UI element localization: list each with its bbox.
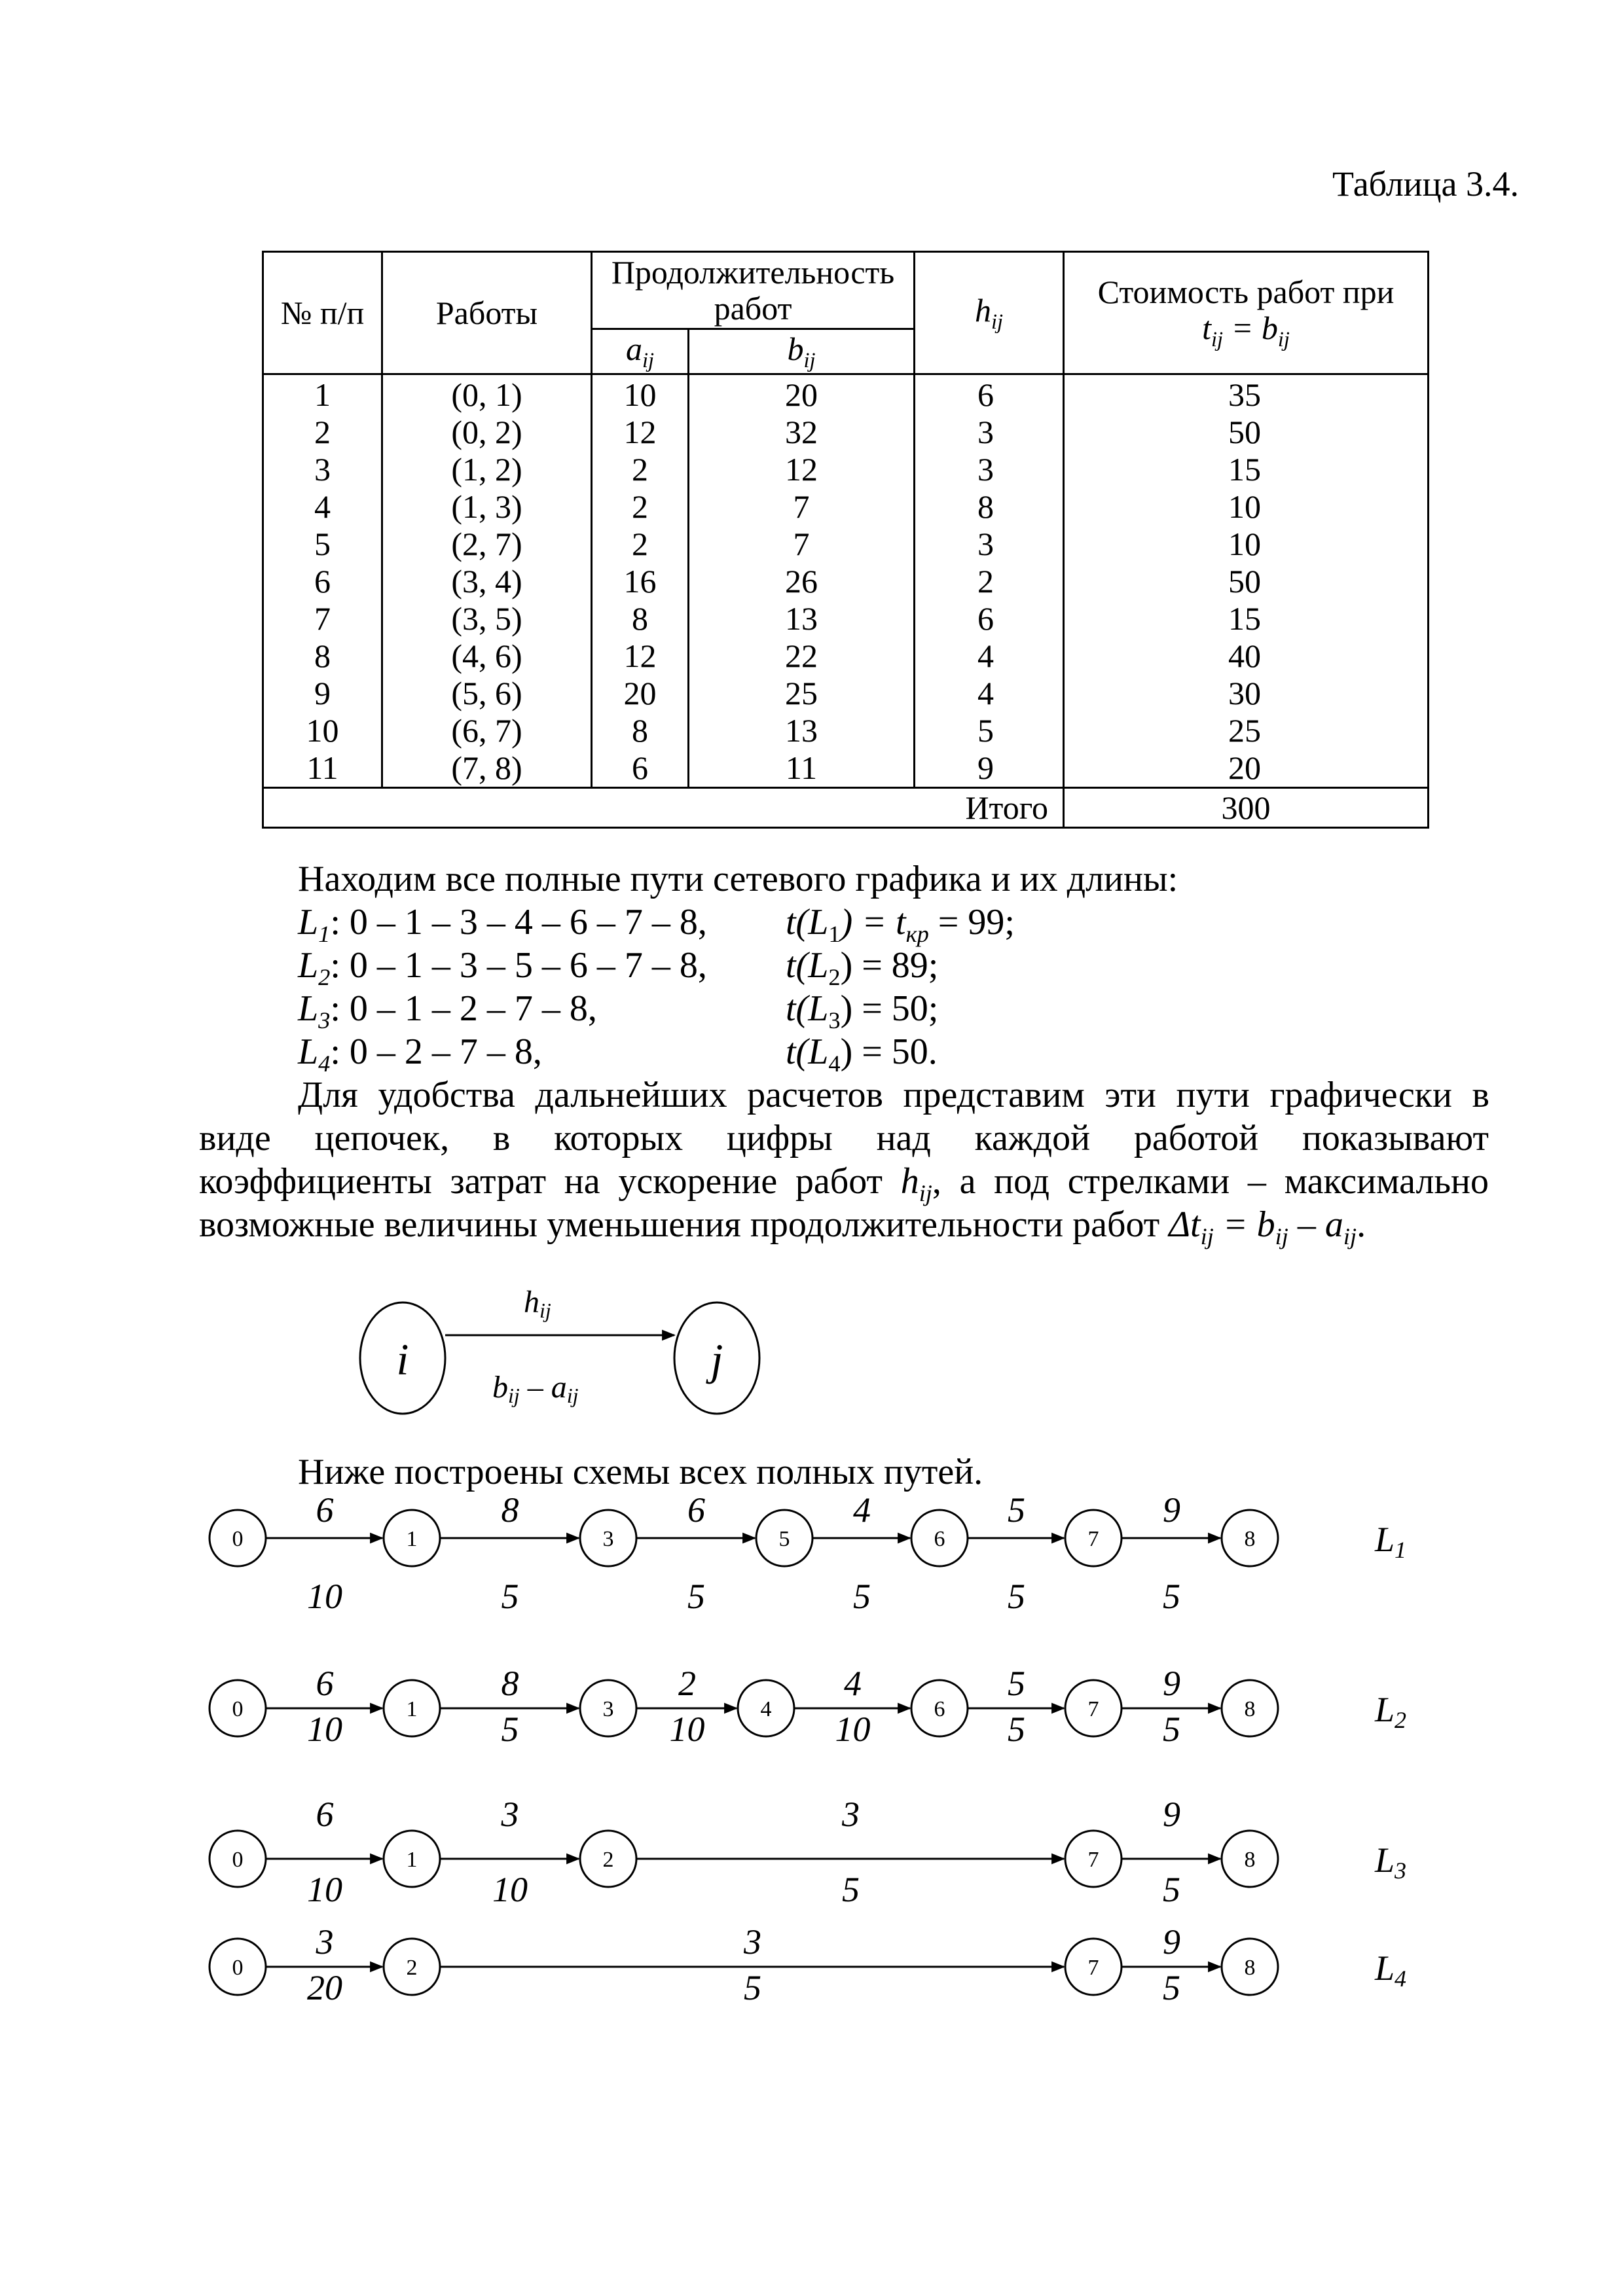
chain3-delta-label: 5 bbox=[842, 1870, 860, 1909]
chain3-node-label: 8 bbox=[1244, 1848, 1256, 1872]
chain2-delta-label: 5 bbox=[501, 1710, 519, 1749]
chain2-node-label: 4 bbox=[760, 1697, 772, 1721]
chain1-delta-label: 5 bbox=[1163, 1577, 1180, 1616]
chain2-delta-label: 10 bbox=[669, 1710, 705, 1749]
header-b: $b_{ij}$ bbox=[689, 329, 915, 374]
chain4-h-label: 3 bbox=[316, 1922, 334, 1962]
chain2-path-label: L2 bbox=[1375, 1690, 1407, 1733]
header-a: $a_{ij}$ bbox=[592, 329, 689, 374]
paragraph-line-3: коэффициенты затрат на ускорение работ $h_{ij}$, а под стрелками – максимально bbox=[199, 1161, 1489, 1207]
chain4-delta-label: 20 bbox=[307, 1968, 342, 2007]
chain2-node-label: 0 bbox=[232, 1697, 244, 1721]
chain1-h-label: 8 bbox=[501, 1490, 519, 1530]
chain1-delta-label: 10 bbox=[307, 1577, 342, 1616]
chain2-delta-label: 5 bbox=[1008, 1710, 1025, 1749]
header-duration: Продолжительность работ bbox=[592, 252, 915, 329]
legend-bottom-label: bij – aij bbox=[492, 1370, 579, 1407]
column-cost: 35 50 15 10 10 50 15 40 30 25 20 bbox=[1064, 374, 1429, 788]
chain3-path-label: L3 bbox=[1375, 1840, 1407, 1884]
chain1-node-label: 8 bbox=[1244, 1527, 1256, 1551]
paragraph-line-4: возможные величины уменьшения продолжительности работ $\Delta t_{ij} = b_{ij} - a_{ij}$. bbox=[199, 1204, 1366, 1250]
chain1-h-label: 6 bbox=[687, 1490, 705, 1530]
total-value: 300 bbox=[1064, 788, 1429, 828]
column-a: 10 12 2 2 2 16 8 12 20 8 6 bbox=[592, 374, 689, 788]
chain2-h-label: 9 bbox=[1163, 1664, 1180, 1703]
chain1-h-label: 6 bbox=[316, 1490, 334, 1530]
chain2-h-label: 5 bbox=[1008, 1664, 1025, 1703]
chain1-delta-label: 5 bbox=[853, 1577, 871, 1616]
chain2-node-label: 8 bbox=[1244, 1697, 1256, 1721]
path-length-4: $t(L_4) = 50$. bbox=[786, 1031, 938, 1077]
paragraph-line-1: Для удобства дальнейших расчетов представим эти пути графически в bbox=[298, 1075, 1489, 1115]
chain4-node-label: 8 bbox=[1244, 1956, 1256, 1980]
chain4-delta-label: 5 bbox=[1163, 1968, 1180, 2007]
column-h: 6 3 3 8 3 2 6 4 4 5 9 bbox=[915, 374, 1064, 788]
chain2-node-label: 6 bbox=[934, 1697, 945, 1721]
chain1-node-label: 7 bbox=[1087, 1527, 1099, 1551]
chain1-delta-label: 5 bbox=[687, 1577, 705, 1616]
path-line-1: $L_1$: 0 – 1 – 3 – 4 – 6 – 7 – 8, $t(L_1) = t_{кр} = 99$; bbox=[298, 901, 1476, 956]
header-works: Работы bbox=[382, 252, 592, 374]
chain2-node-label: 7 bbox=[1087, 1697, 1099, 1721]
chain3-h-label: 3 bbox=[501, 1795, 519, 1834]
path-line-2: $L_2$: 0 – 1 – 3 – 5 – 6 – 7 – 8, $t(L_2) = 89$; bbox=[298, 944, 1476, 999]
chain2-delta-label: 10 bbox=[307, 1710, 342, 1749]
chain2-delta-label: 5 bbox=[1163, 1710, 1180, 1749]
chain2-h-label: 6 bbox=[316, 1664, 334, 1703]
chain1-node-label: 6 bbox=[934, 1527, 945, 1551]
path-length-2: $t(L_2) = 89$; bbox=[786, 945, 939, 991]
header-cost: Стоимость работ при $t_{ij} = b_{ij}$ bbox=[1064, 252, 1429, 374]
chain3-h-label: 3 bbox=[842, 1795, 860, 1834]
legend-top-label: hij bbox=[524, 1285, 551, 1322]
schemes-intro: Ниже построены схемы всех полных путей. bbox=[298, 1452, 983, 1492]
column-numbers: 1 2 3 4 5 6 7 8 9 10 11 bbox=[263, 374, 382, 788]
chain2-h-label: 8 bbox=[501, 1664, 519, 1703]
chain3-h-label: 6 bbox=[316, 1795, 334, 1834]
paragraph-line-2: виде цепочек, в которых цифры над каждой работой показывают bbox=[199, 1118, 1489, 1158]
chain1-node-label: 0 bbox=[232, 1527, 244, 1551]
chain4-node-label: 2 bbox=[406, 1956, 418, 1980]
path-schemes bbox=[210, 1490, 1406, 2007]
paths-intro: Находим все полные пути сетевого графика и их длины: bbox=[298, 859, 1178, 899]
chain1-delta-label: 5 bbox=[1008, 1577, 1025, 1616]
column-works: (0, 1) (0, 2) (1, 2) (1, 3) (2, 7) (3, 4) (3, 5) (4, 6) (5, 6) (6, 7) (7, 8) bbox=[382, 374, 592, 788]
chain4-node-label: 7 bbox=[1087, 1956, 1099, 1980]
chain4-node-label: 0 bbox=[232, 1956, 244, 1980]
chain1-node-label: 3 bbox=[602, 1527, 614, 1551]
chain1-path-label: L1 bbox=[1375, 1520, 1407, 1563]
path-length-3: $t(L_3) = 50$; bbox=[786, 988, 939, 1034]
header-h: $h_{ij}$ bbox=[915, 252, 1064, 374]
chain3-delta-label: 5 bbox=[1163, 1870, 1180, 1909]
table-caption: Таблица 3.4. bbox=[1332, 164, 1519, 204]
chain3-h-label: 9 bbox=[1163, 1795, 1180, 1834]
chain2-node-label: 3 bbox=[602, 1697, 614, 1721]
chain2-node-label: 1 bbox=[406, 1697, 418, 1721]
chain4-h-label: 3 bbox=[744, 1922, 761, 1962]
chain3-delta-label: 10 bbox=[492, 1870, 528, 1909]
header-num: № п/п bbox=[263, 252, 382, 374]
chain3-node-label: 7 bbox=[1087, 1848, 1099, 1872]
total-label: Итого bbox=[263, 788, 1064, 828]
path-length-1: $t(L_1) = t_{кр} = 99$; bbox=[786, 902, 1015, 948]
path-line-4: $L_4$: 0 – 2 – 7 – 8, $t(L_4) = 50$. bbox=[298, 1030, 1476, 1085]
column-b: 20 32 12 7 7 26 13 22 25 13 11 bbox=[689, 374, 915, 788]
chain1-node-label: 1 bbox=[406, 1527, 418, 1551]
chain2-h-label: 2 bbox=[678, 1664, 696, 1703]
chain1-h-label: 4 bbox=[853, 1490, 871, 1530]
chain2-h-label: 4 bbox=[844, 1664, 862, 1703]
chain3-node-label: 0 bbox=[232, 1848, 244, 1872]
chain3-node-label: 1 bbox=[406, 1848, 418, 1872]
path-line-3: $L_3$: 0 – 1 – 2 – 7 – 8, $t(L_3) = 50$; bbox=[298, 987, 1476, 1042]
chain3-delta-label: 10 bbox=[307, 1870, 342, 1909]
chain2-delta-label: 10 bbox=[835, 1710, 871, 1749]
chain1-delta-label: 5 bbox=[501, 1577, 519, 1616]
chain1-node-label: 5 bbox=[778, 1527, 790, 1551]
chain1-h-label: 5 bbox=[1008, 1490, 1025, 1530]
legend-node-i-label: i bbox=[396, 1335, 409, 1384]
chain3-node-label: 2 bbox=[602, 1848, 614, 1872]
chain4-path-label: L4 bbox=[1375, 1948, 1407, 1992]
chain1-h-label: 9 bbox=[1163, 1490, 1180, 1530]
chain4-delta-label: 5 bbox=[744, 1968, 761, 2007]
chain4-h-label: 9 bbox=[1163, 1922, 1180, 1962]
legend-node-j-label: j bbox=[710, 1335, 723, 1384]
